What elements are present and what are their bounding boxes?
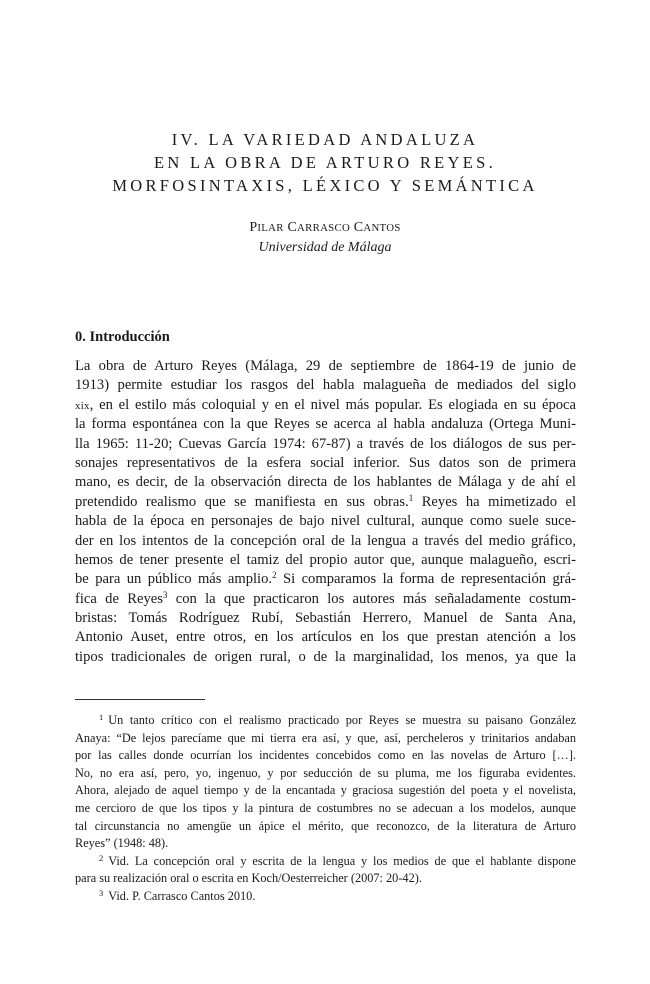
footnote-line: Anaya: “De lejos parecíame que mi tierra era así, y que, así, percheleros y trinitarios andaban: [75, 730, 576, 745]
title-line-3: MORFOSINTAXIS, LÉXICO Y SEMÁNTICA: [112, 176, 538, 195]
body-line: hemos de tener presente el tamiz del propio autor que, aunque malagueño, escri-: [75, 551, 576, 568]
title-line-2: EN LA OBRA DE ARTURO REYES.: [153, 153, 497, 172]
footnote-line: para su realización oral o escrita en Koch/Oesterreicher (2007: 20-42).: [75, 871, 422, 886]
footnote-3: $^3$ Vid. P. Carrasco Cantos 2010.: [99, 887, 256, 903]
body-line: sonajes representativos de la esfera social inferior. Sus datos son de primera: [75, 454, 576, 471]
chapter-title: [60, 128, 590, 257]
section-heading: 0. Introducción: [75, 329, 170, 345]
body-line: la forma espontánea con la que Reyes se acerca al habla andaluza (Ortega Muni-: [75, 416, 576, 433]
body-line: La obra de Arturo Reyes (Málaga, 29 de septiembre de 1864-19 de junio de: [75, 358, 576, 374]
title-line-1: IV. LA VARIEDAD ANDALUZA: [171, 130, 479, 149]
footnote-divider: [75, 699, 205, 700]
footnotes: [75, 712, 576, 906]
footnote-line: me cercioro de que los tipos y la pintura de costumbres no se adecuan a los modelos, aunque: [75, 800, 576, 815]
body-line: der en los intentos de la concepción oral de la lengua a través del medio gráfico,: [75, 532, 576, 549]
body-line: tipos tradicionales de origen rural, o de la marginalidad, los menos, ya que la: [75, 648, 576, 665]
footnote-ref-2[interactable]: 2: [272, 570, 277, 581]
body-line: xix, en el estilo más coloquial y en el nivel más popular. Es elogiada en su época: [75, 396, 576, 413]
body-line: lla 1965: 11-20; Cuevas García 1974: 67-87) a través de los diálogos de sus per-: [75, 435, 576, 452]
footnote-line: por las calles donde ocurrían los incidentes concebidos como en las novelas de Arturo […].: [75, 748, 576, 763]
body-line: mano, es decir, de la observación directa de los hablantes de Málaga y de ahí el: [75, 474, 576, 491]
footnote-line: tal circunstancia no amengüe un ápice el mérito, que reconozco, de la literatura de Arturo: [75, 818, 576, 833]
footnote-ref-1[interactable]: 1: [408, 492, 414, 503]
footnote-1: $^1$ Un tanto crítico con el realismo practicado por Reyes se muestra su paisano González: [99, 712, 576, 727]
body-line: Antonio Auset, entre otros, en los artículos en los que prestan atención a los: [75, 629, 576, 646]
body-line: bristas: Tomás Rodríguez Rubí, Sebastián Herrero, Manuel de Santa Ana,: [75, 610, 576, 627]
footnote-line: Reyes” (1948: 48).: [75, 836, 169, 851]
author-name: PILAR CARRASCO CANTOS: [249, 220, 401, 235]
footnote-line: Ahora, alejado de aquel tiempo y de la encantada y graciosa sugestión del poeta y el novelista,: [75, 783, 576, 798]
author-affiliation: Universidad de Málaga: [258, 240, 392, 255]
body-line: be para un público más amplio.$^2$ Si comparamos la forma de representación grá-: [75, 570, 576, 588]
body-line: 1913) permite estudiar los rasgos del habla malagueña de mediados del siglo: [75, 377, 576, 394]
body-line: habla de la época en personajes de bajo nivel cultural, aunque como suele suce-: [75, 513, 576, 530]
footnote-ref-3[interactable]: 3: [162, 589, 168, 600]
footnote-2: $^2$ Vid. La concepción oral y escrita de la lengua y los medios de que el hablante dispone: [99, 852, 576, 868]
footnote-line: No, no era así, pero, yo, ingenuo, y por seducción de su pluma, me los figuraba evidentes.: [75, 765, 576, 780]
body-paragraph: [75, 357, 576, 667]
body-line: fica de Reyes$^3$ con la que practicaron los autores más señaladamente costum-: [75, 589, 577, 607]
body-line: pretendido realismo que se manifiesta en sus obras.$^1$ Reyes ha mimetizado el: [75, 492, 576, 510]
